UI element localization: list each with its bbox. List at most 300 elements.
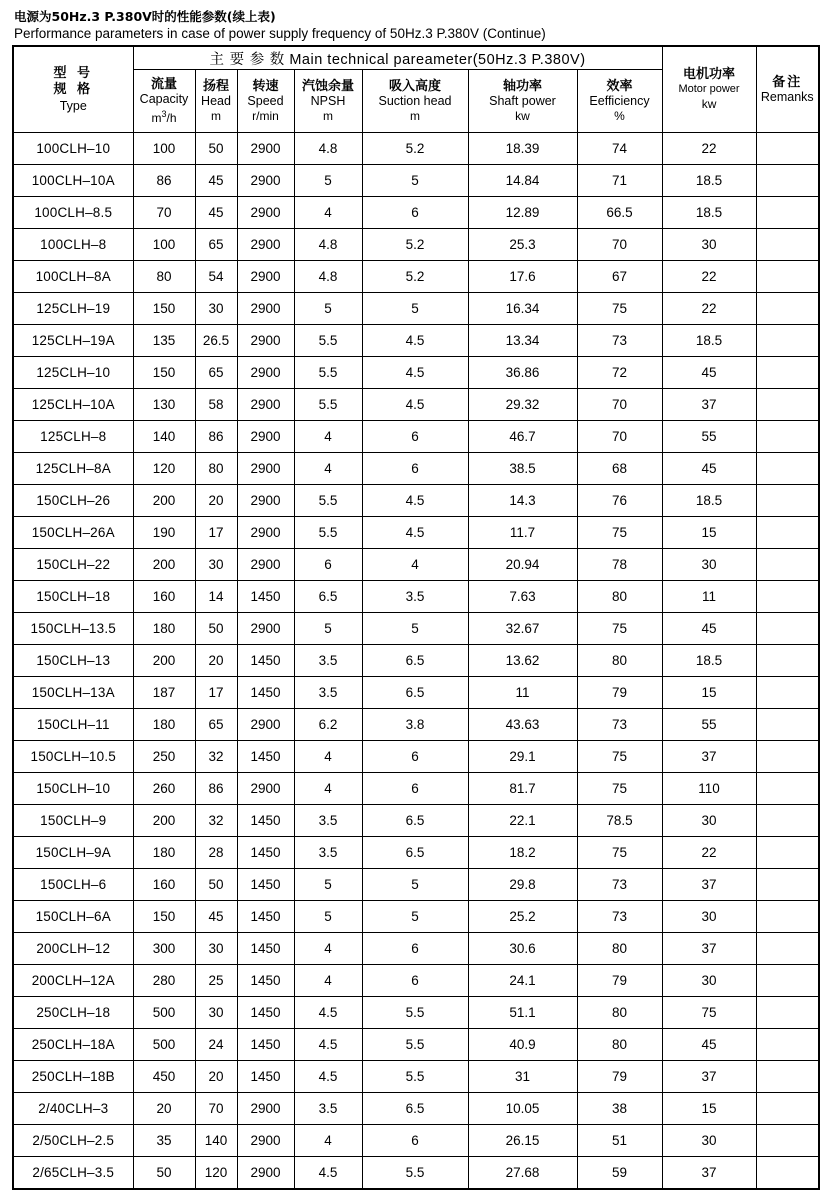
cell-remarks [756,645,819,677]
cell-motor-power: 15 [662,517,756,549]
cell-efficiency: 75 [577,741,662,773]
table-row [13,325,819,357]
table-row [13,133,819,165]
cell-remarks [756,421,819,453]
cell-speed: 2900 [237,613,294,645]
cell-remarks [756,549,819,581]
table-row [13,805,819,837]
cell-npsh: 4.8 [294,229,362,261]
cell-shaft-power: 32.67 [468,613,577,645]
table-row [13,613,819,645]
cell-capacity: 130 [133,389,195,421]
cell-capacity: 180 [133,709,195,741]
cell-npsh: 3.5 [294,1093,362,1125]
cell-head: 58 [195,389,237,421]
header-shaft-power-unit: kw [515,108,530,123]
cell-capacity: 150 [133,293,195,325]
cell-capacity: 187 [133,677,195,709]
cell-type: 150CLH–13.5 [13,613,133,645]
header-shaft-power [468,70,577,133]
cell-remarks [756,837,819,869]
cell-efficiency: 66.5 [577,197,662,229]
cell-shaft-power: 26.15 [468,1125,577,1157]
table-row [13,709,819,741]
cell-motor-power: 22 [662,837,756,869]
cell-suction-head: 6.5 [362,677,468,709]
cell-efficiency: 80 [577,581,662,613]
cell-head: 24 [195,1029,237,1061]
cell-npsh: 5 [294,293,362,325]
cell-remarks [756,869,819,901]
cell-efficiency: 73 [577,325,662,357]
cell-type: 100CLH–8.5 [13,197,133,229]
cell-shaft-power: 22.1 [468,805,577,837]
cell-remarks [756,581,819,613]
table-row [13,837,819,869]
cell-head: 140 [195,1125,237,1157]
table-row [13,645,819,677]
cell-shaft-power: 36.86 [468,357,577,389]
cell-remarks [756,613,819,645]
caption-english: Performance parameters in case of power supply frequency of 50Hz.3 P.380V (Continue) [14,26,546,41]
table-header [13,46,819,133]
cell-type: 2/65CLH–3.5 [13,1157,133,1189]
cell-motor-power: 110 [662,773,756,805]
cell-npsh: 5.5 [294,389,362,421]
cell-type: 2/50CLH–2.5 [13,1125,133,1157]
cell-head: 50 [195,613,237,645]
table-row [13,293,819,325]
cell-npsh: 4.8 [294,261,362,293]
cell-capacity: 140 [133,421,195,453]
cell-capacity: 200 [133,485,195,517]
cell-head: 45 [195,165,237,197]
cell-npsh: 5.5 [294,517,362,549]
cell-capacity: 180 [133,613,195,645]
cell-motor-power: 22 [662,261,756,293]
header-suction-head-unit: m [410,108,420,123]
cell-capacity: 160 [133,581,195,613]
cell-shaft-power: 29.8 [468,869,577,901]
header-suction-head-cn: 吸入高度 [388,78,441,94]
cell-motor-power: 15 [662,1093,756,1125]
header-suction-head [362,70,468,133]
cell-capacity: 70 [133,197,195,229]
cell-type: 150CLH–11 [13,709,133,741]
cell-type: 100CLH–10A [13,165,133,197]
cell-efficiency: 73 [577,901,662,933]
cell-speed: 1450 [237,805,294,837]
header-head-unit: m [211,108,221,123]
cell-remarks [756,485,819,517]
cell-motor-power: 45 [662,613,756,645]
table-row [13,1029,819,1061]
table-row [13,197,819,229]
cell-npsh: 4 [294,421,362,453]
cell-speed: 2900 [237,325,294,357]
cell-suction-head: 6 [362,453,468,485]
cell-type: 150CLH–10 [13,773,133,805]
cell-capacity: 160 [133,869,195,901]
cell-head: 32 [195,741,237,773]
cell-suction-head: 5 [362,293,468,325]
cell-speed: 1450 [237,581,294,613]
cell-npsh: 5 [294,901,362,933]
cell-efficiency: 73 [577,709,662,741]
header-npsh [294,70,362,133]
cell-head: 50 [195,133,237,165]
table-row [13,165,819,197]
cell-shaft-power: 13.34 [468,325,577,357]
cell-remarks [756,453,819,485]
cell-shaft-power: 14.84 [468,165,577,197]
cell-suction-head: 5.2 [362,229,468,261]
cell-efficiency: 75 [577,837,662,869]
cell-npsh: 3.5 [294,837,362,869]
cell-efficiency: 78 [577,549,662,581]
cell-head: 86 [195,773,237,805]
cell-npsh: 5.5 [294,485,362,517]
cell-motor-power: 37 [662,933,756,965]
cell-remarks [756,1061,819,1093]
cell-capacity: 120 [133,453,195,485]
cell-motor-power: 37 [662,1157,756,1189]
cell-type: 150CLH–9A [13,837,133,869]
header-type [13,46,133,133]
cell-capacity: 100 [133,229,195,261]
cell-capacity: 450 [133,1061,195,1093]
header-type-en: Type [59,98,87,113]
cell-efficiency: 70 [577,389,662,421]
header-capacity [133,70,195,133]
cell-shaft-power: 13.62 [468,645,577,677]
table-row [13,773,819,805]
cell-shaft-power: 7.63 [468,581,577,613]
cell-speed: 2900 [237,229,294,261]
cell-remarks [756,1157,819,1189]
cell-shaft-power: 24.1 [468,965,577,997]
cell-head: 25 [195,965,237,997]
cell-remarks [756,677,819,709]
cell-head: 30 [195,997,237,1029]
cell-speed: 2900 [237,453,294,485]
cell-npsh: 4 [294,453,362,485]
cell-speed: 2900 [237,1093,294,1125]
cell-shaft-power: 27.68 [468,1157,577,1189]
cell-suction-head: 3.8 [362,709,468,741]
cell-motor-power: 18.5 [662,645,756,677]
cell-capacity: 180 [133,837,195,869]
cell-type: 150CLH–22 [13,549,133,581]
cell-type: 100CLH–8A [13,261,133,293]
cell-efficiency: 68 [577,453,662,485]
cell-capacity: 500 [133,1029,195,1061]
cell-npsh: 4 [294,933,362,965]
cell-efficiency: 51 [577,1125,662,1157]
cell-head: 20 [195,485,237,517]
cell-efficiency: 74 [577,133,662,165]
cell-speed: 1450 [237,645,294,677]
cell-npsh: 5.5 [294,357,362,389]
cell-head: 26.5 [195,325,237,357]
cell-remarks [756,517,819,549]
table-row [13,581,819,613]
cell-capacity: 200 [133,645,195,677]
cell-motor-power: 11 [662,581,756,613]
cell-suction-head: 6 [362,741,468,773]
cell-head: 120 [195,1157,237,1189]
cell-speed: 2900 [237,549,294,581]
cell-motor-power: 18.5 [662,485,756,517]
header-remarks [756,46,819,133]
cell-shaft-power: 31 [468,1061,577,1093]
cell-shaft-power: 17.6 [468,261,577,293]
cell-suction-head: 5 [362,901,468,933]
table-row [13,677,819,709]
cell-suction-head: 5.5 [362,997,468,1029]
cell-capacity: 260 [133,773,195,805]
cell-motor-power: 30 [662,901,756,933]
cell-shaft-power: 29.32 [468,389,577,421]
cell-motor-power: 37 [662,869,756,901]
cell-speed: 2900 [237,1157,294,1189]
cell-shaft-power: 12.89 [468,197,577,229]
cell-type: 125CLH–19 [13,293,133,325]
header-capacity-unit: $m^3/h$ [151,108,177,125]
cell-speed: 1450 [237,837,294,869]
header-npsh-unit: m [323,108,333,123]
cell-speed: 2900 [237,421,294,453]
cell-efficiency: 59 [577,1157,662,1189]
cell-capacity: 20 [133,1093,195,1125]
cell-remarks [756,901,819,933]
cell-speed: 1450 [237,741,294,773]
cell-type: 150CLH–13A [13,677,133,709]
cell-head: 30 [195,933,237,965]
header-efficiency-en: Eefficiency [589,93,650,108]
cell-motor-power: 30 [662,1125,756,1157]
cell-npsh: 4.5 [294,997,362,1029]
cell-remarks [756,933,819,965]
cell-suction-head: 6.5 [362,805,468,837]
cell-efficiency: 67 [577,261,662,293]
cell-shaft-power: 16.34 [468,293,577,325]
header-type-cn1: 型 号 [53,65,94,81]
cell-efficiency: 79 [577,1061,662,1093]
cell-efficiency: 72 [577,357,662,389]
cell-capacity: 80 [133,261,195,293]
cell-speed: 1450 [237,677,294,709]
cell-motor-power: 45 [662,357,756,389]
cell-head: 30 [195,293,237,325]
cell-shaft-power: 46.7 [468,421,577,453]
cell-motor-power: 37 [662,389,756,421]
table-row [13,965,819,997]
cell-type: 125CLH–10A [13,389,133,421]
cell-speed: 1450 [237,869,294,901]
cell-suction-head: 5.2 [362,133,468,165]
table-row [13,517,819,549]
table-row [13,453,819,485]
cell-capacity: 280 [133,965,195,997]
cell-type: 150CLH–26 [13,485,133,517]
cell-capacity: 35 [133,1125,195,1157]
header-motor-power-en: Motor power [678,83,740,95]
cell-type: 250CLH–18B [13,1061,133,1093]
cell-shaft-power: 81.7 [468,773,577,805]
header-head-en: Head [201,93,231,108]
performance-parameters-table [12,45,820,1190]
header-head-cn: 扬程 [202,78,229,94]
cell-motor-power: 18.5 [662,197,756,229]
cell-speed: 1450 [237,1029,294,1061]
cell-efficiency: 71 [577,165,662,197]
cell-npsh: 6.2 [294,709,362,741]
cell-npsh: 4 [294,1125,362,1157]
header-shaft-power-cn: 轴功率 [502,78,542,94]
cell-remarks [756,357,819,389]
cell-type: 250CLH–18A [13,1029,133,1061]
cell-efficiency: 80 [577,1029,662,1061]
cell-shaft-power: 43.63 [468,709,577,741]
cell-suction-head: 4 [362,549,468,581]
cell-suction-head: 6.5 [362,837,468,869]
cell-remarks [756,1093,819,1125]
cell-motor-power: 55 [662,709,756,741]
cell-remarks [756,261,819,293]
header-capacity-en: Capacity [139,91,189,106]
cell-efficiency: 79 [577,677,662,709]
table-row [13,741,819,773]
page-caption [14,8,818,43]
cell-type: 200CLH–12 [13,933,133,965]
cell-head: 17 [195,517,237,549]
cell-head: 30 [195,549,237,581]
cell-motor-power: 18.5 [662,325,756,357]
cell-suction-head: 4.5 [362,485,468,517]
cell-capacity: 200 [133,805,195,837]
cell-type: 150CLH–26A [13,517,133,549]
cell-npsh: 4 [294,773,362,805]
header-remarks-cn: 备注 [772,74,803,90]
header-suction-head-en: Suction head [378,93,452,108]
cell-suction-head: 4.5 [362,325,468,357]
cell-type: 100CLH–8 [13,229,133,261]
cell-speed: 2900 [237,293,294,325]
cell-suction-head: 6 [362,933,468,965]
cell-npsh: 6 [294,549,362,581]
cell-speed: 2900 [237,357,294,389]
table-body [13,133,819,1189]
table-row [13,1157,819,1189]
cell-suction-head: 6.5 [362,645,468,677]
cell-speed: 2900 [237,165,294,197]
cell-shaft-power: 11.7 [468,517,577,549]
cell-suction-head: 6.5 [362,1093,468,1125]
cell-type: 250CLH–18 [13,997,133,1029]
cell-shaft-power: 11 [468,677,577,709]
cell-suction-head: 5 [362,165,468,197]
cell-head: 14 [195,581,237,613]
cell-motor-power: 22 [662,133,756,165]
table-row [13,229,819,261]
cell-npsh: 5 [294,869,362,901]
cell-type: 100CLH–10 [13,133,133,165]
cell-speed: 2900 [237,261,294,293]
header-npsh-en: NPSH [310,93,346,108]
cell-type: 125CLH–8 [13,421,133,453]
cell-capacity: 100 [133,133,195,165]
cell-speed: 2900 [237,517,294,549]
cell-capacity: 86 [133,165,195,197]
cell-type: 200CLH–12A [13,965,133,997]
header-type-cn2: 规 格 [53,81,94,97]
header-motor-power-cn: 电机功率 [683,67,736,82]
cell-speed: 1450 [237,997,294,1029]
header-main-parameters [133,46,662,70]
header-efficiency-unit: % [614,108,625,123]
cell-efficiency: 75 [577,517,662,549]
cell-shaft-power: 14.3 [468,485,577,517]
cell-motor-power: 75 [662,997,756,1029]
cell-remarks [756,197,819,229]
cell-remarks [756,325,819,357]
cell-efficiency: 38 [577,1093,662,1125]
cell-suction-head: 3.5 [362,581,468,613]
header-speed-cn: 转速 [252,78,279,94]
header-capacity-cn: 流量 [150,76,177,92]
cell-suction-head: 5.5 [362,1061,468,1093]
cell-npsh: 5 [294,165,362,197]
cell-npsh: 4.5 [294,1061,362,1093]
cell-shaft-power: 38.5 [468,453,577,485]
cell-efficiency: 79 [577,965,662,997]
cell-efficiency: 80 [577,933,662,965]
cell-motor-power: 37 [662,1061,756,1093]
cell-motor-power: 55 [662,421,756,453]
cell-motor-power: 45 [662,1029,756,1061]
table-row [13,1125,819,1157]
table-row [13,1093,819,1125]
cell-capacity: 135 [133,325,195,357]
header-main-en: Main technical pareameter(50Hz.3 P.380V) [289,51,586,68]
cell-remarks [756,1125,819,1157]
cell-efficiency: 78.5 [577,805,662,837]
header-shaft-power-en: Shaft power [489,93,556,108]
cell-head: 20 [195,645,237,677]
cell-npsh: 5 [294,613,362,645]
header-motor-power [662,46,756,133]
cell-shaft-power: 10.05 [468,1093,577,1125]
cell-suction-head: 6 [362,1125,468,1157]
cell-npsh: 3.5 [294,677,362,709]
cell-remarks [756,293,819,325]
cell-type: 125CLH–10 [13,357,133,389]
cell-head: 80 [195,453,237,485]
cell-efficiency: 80 [577,997,662,1029]
cell-suction-head: 5.5 [362,1157,468,1189]
cell-type: 150CLH–6A [13,901,133,933]
cell-suction-head: 6 [362,965,468,997]
cell-head: 54 [195,261,237,293]
cell-npsh: 3.5 [294,645,362,677]
header-efficiency-cn: 效率 [606,78,633,94]
cell-head: 20 [195,1061,237,1093]
cell-remarks [756,965,819,997]
cell-speed: 2900 [237,1125,294,1157]
cell-speed: 1450 [237,901,294,933]
cell-head: 28 [195,837,237,869]
